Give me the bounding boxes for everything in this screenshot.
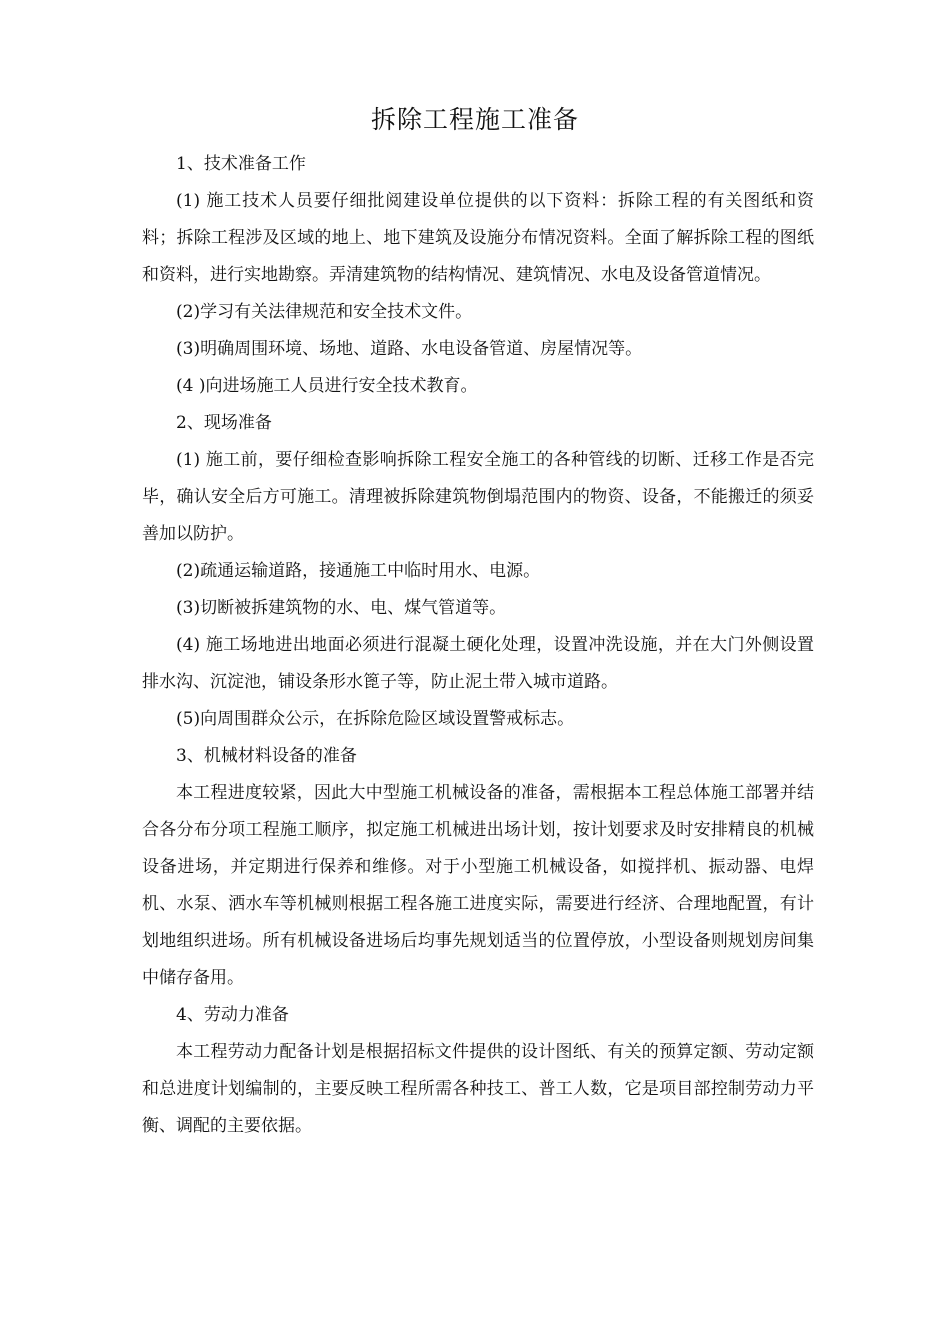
- paragraph: (2)学习有关法律规范和安全技术文件。: [176, 302, 473, 322]
- section-heading-labor: 4、劳动力准备: [176, 1005, 289, 1025]
- section-heading-technical: 1、技术准备工作: [176, 154, 306, 174]
- paragraph: 本工程进度较紧，因此大中型施工机械设备的准备，需根据本工程总体施工部署并结合各分布分项工程施工顺序，拟定施工机械进出场计划，按计划要求及时安排精良的机械设备进场，并定期进行保养和维修。对于小型施工机械设备，如搅拌机、振动器、电焊机、水泵、洒水车等机械则根据工程各施工进度实际，需要进行经济、合理地配置，有计划地组织进场。所有机械设备进场后均事先规划适当的位置停放，小型设备则规划房间集中储存备用。: [142, 783, 814, 988]
- paragraph: (5)向周围群众公示，在拆除危险区域设置警戒标志。: [176, 709, 575, 729]
- section-heading-equipment: 3、机械材料设备的准备: [176, 746, 357, 766]
- section-heading-site: 2、现场准备: [176, 413, 272, 433]
- document-title: 拆除工程施工准备: [370, 105, 579, 134]
- paragraph: 本工程劳动力配备计划是根据招标文件提供的设计图纸、有关的预算定额、劳动定额和总进度计划编制的，主要反映工程所需各种技工、普工人数，它是项目部控制劳动力平衡、调配的主要依据。: [142, 1042, 814, 1136]
- paragraph: (4 )向进场施工人员进行安全技术教育。: [176, 376, 478, 396]
- paragraph: (1) 施工前，要仔细检查影响拆除工程安全施工的各种管线的切断、迁移工作是否完毕，确认安全后方可施工。清理被拆除建筑物倒塌范围内的物资、设备，不能搬迁的须妥善加以防护。: [142, 450, 814, 544]
- document-body: [142, 146, 814, 1145]
- paragraph: (2)疏通运输道路，接通施工中临时用水、电源。: [176, 561, 541, 581]
- paragraph: (3)切断被拆建筑物的水、电、煤气管道等。: [176, 598, 507, 618]
- paragraph: (1) 施工技术人员要仔细批阅建设单位提供的以下资料：拆除工程的有关图纸和资料；拆除工程涉及区域的地上、地下建筑及设施分布情况资料。全面了解拆除工程的图纸和资料，进行实地勘察。弄清建筑物的结构情况、建筑情况、水电及设备管道情况。: [142, 191, 814, 285]
- paragraph: (4) 施工场地进出地面必须进行混凝土硬化处理，设置冲洗设施，并在大门外侧设置排水沟、沉淀池，铺设条形水篦子等，防止泥土带入城市道路。: [142, 635, 814, 692]
- paragraph: (3)明确周围环境、场地、道路、水电设备管道、房屋情况等。: [176, 339, 643, 359]
